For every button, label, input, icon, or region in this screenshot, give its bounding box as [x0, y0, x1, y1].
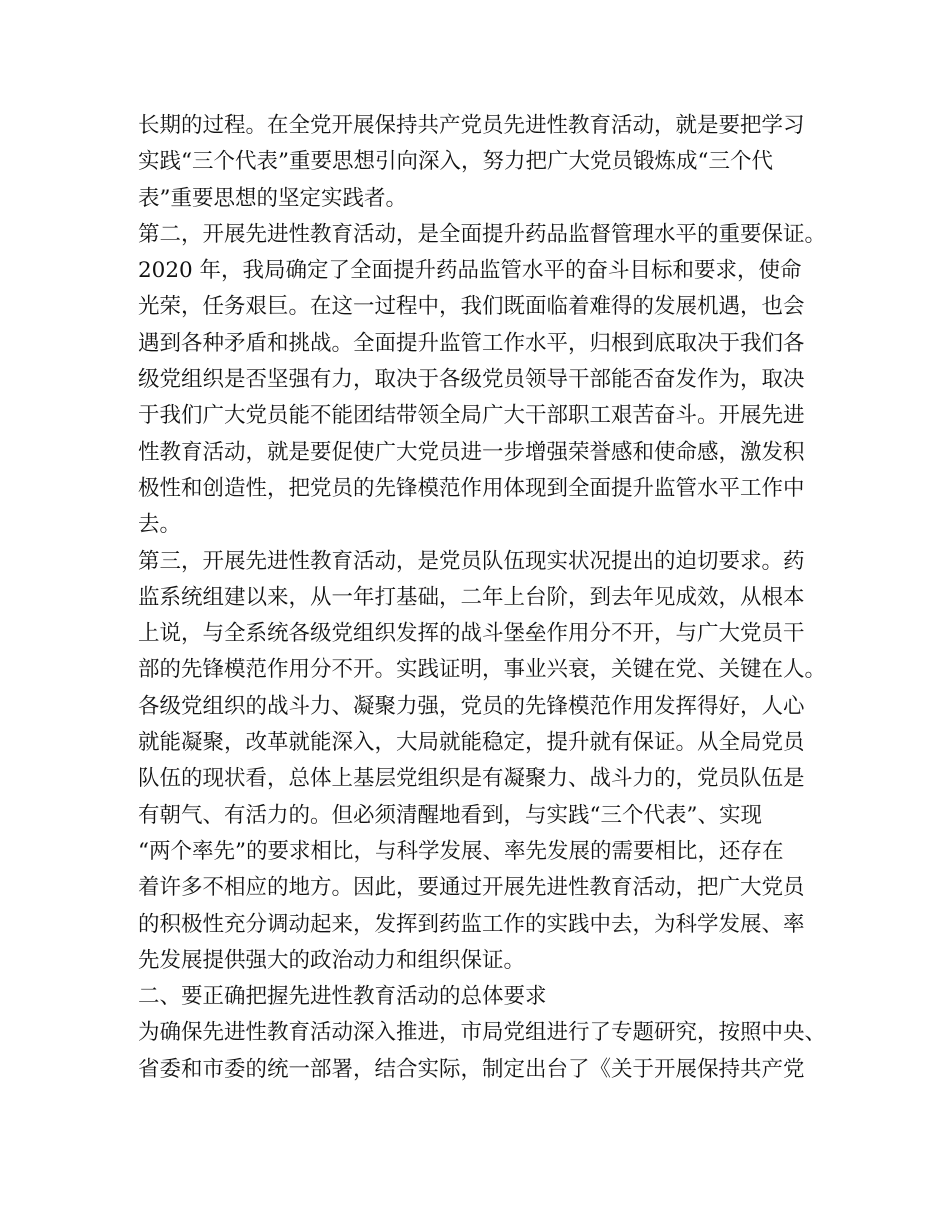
text-line: 级党组织是否坚强有力，取决于各级党员领导干部能否奋发作为，取决: [138, 367, 805, 393]
text-line: 各级党组织的战斗力、凝聚力强，党员的先锋模范作用发挥得好，人心: [138, 693, 805, 719]
text-line: 为确保先进性教育活动深入推进，市局党组进行了专题研究，按照中央、: [138, 1020, 827, 1046]
text-line: 去。: [138, 512, 182, 538]
text-line: 表”重要思想的坚定实践者。: [138, 185, 407, 211]
text-line: 第三，开展先进性教育活动，是党员队伍现实状况提出的迫切要求。药: [138, 548, 805, 574]
section-heading: 二、要正确把握先进性教育活动的总体要求: [138, 984, 547, 1010]
text-line: 着许多不相应的地方。因此，要通过开展先进性教育活动，把广大党员: [138, 875, 805, 901]
text-line: 2020 年，我局确定了全面提升药品监管水平的奋斗目标和要求，使命: [138, 258, 802, 284]
text-line: 第二，开展先进性教育活动，是全面提升药品监督管理水平的重要保证。: [138, 221, 827, 247]
text-line: 有朝气、有活力的。但必须清醒地看到，与实践“三个代表”、实现: [138, 802, 762, 828]
text-line: 先发展提供强大的政治动力和组织保证。: [138, 947, 526, 973]
text-line: 性教育活动，就是要促使广大党员进一步增强荣誉感和使命感，激发积: [138, 439, 805, 465]
text-line: 实践“三个代表”重要思想引向深入，努力把广大党员锻炼成“三个代: [138, 149, 773, 175]
text-line: 上说，与全系统各级党组织发挥的战斗堡垒作用分不开，与广大党员干: [138, 621, 805, 647]
text-line: 监系统组建以来，从一年打基础，二年上台阶，到去年见成效，从根本: [138, 584, 805, 610]
text-line: 就能凝聚，改革就能深入，大局就能稳定，提升就有保证。从全局党员: [138, 730, 805, 756]
text-line: 队伍的现状看，总体上基层党组织是有凝聚力、战斗力的，党员队伍是: [138, 766, 805, 792]
document-body: [138, 108, 828, 1088]
text-line: 光荣，任务艰巨。在这一过程中，我们既面临着难得的发展机遇，也会: [138, 294, 805, 320]
text-line: 省委和市委的统一部署，结合实际，制定出台了《关于开展保持共产党: [138, 1056, 805, 1082]
text-line: 极性和创造性，把党员的先锋模范作用体现到全面提升监管水平工作中: [138, 475, 805, 501]
text-line: 的积极性充分调动起来，发挥到药监工作的实践中去，为科学发展、率: [138, 911, 805, 937]
text-line: 于我们广大党员能不能团结带领全局广大干部职工艰苦奋斗。开展先进: [138, 403, 805, 429]
text-line: “两个率先”的要求相比，与科学发展、率先发展的需要相比，还存在: [138, 838, 784, 864]
text-line: 长期的过程。在全党开展保持共产党员先进性教育活动，就是要把学习: [138, 113, 805, 138]
text-line: 部的先锋模范作用分不开。实践证明，事业兴衰，关键在党、关键在人。: [138, 657, 827, 683]
text-line: 遇到各种矛盾和挑战。全面提升监管工作水平，归根到底取决于我们各: [138, 330, 805, 356]
